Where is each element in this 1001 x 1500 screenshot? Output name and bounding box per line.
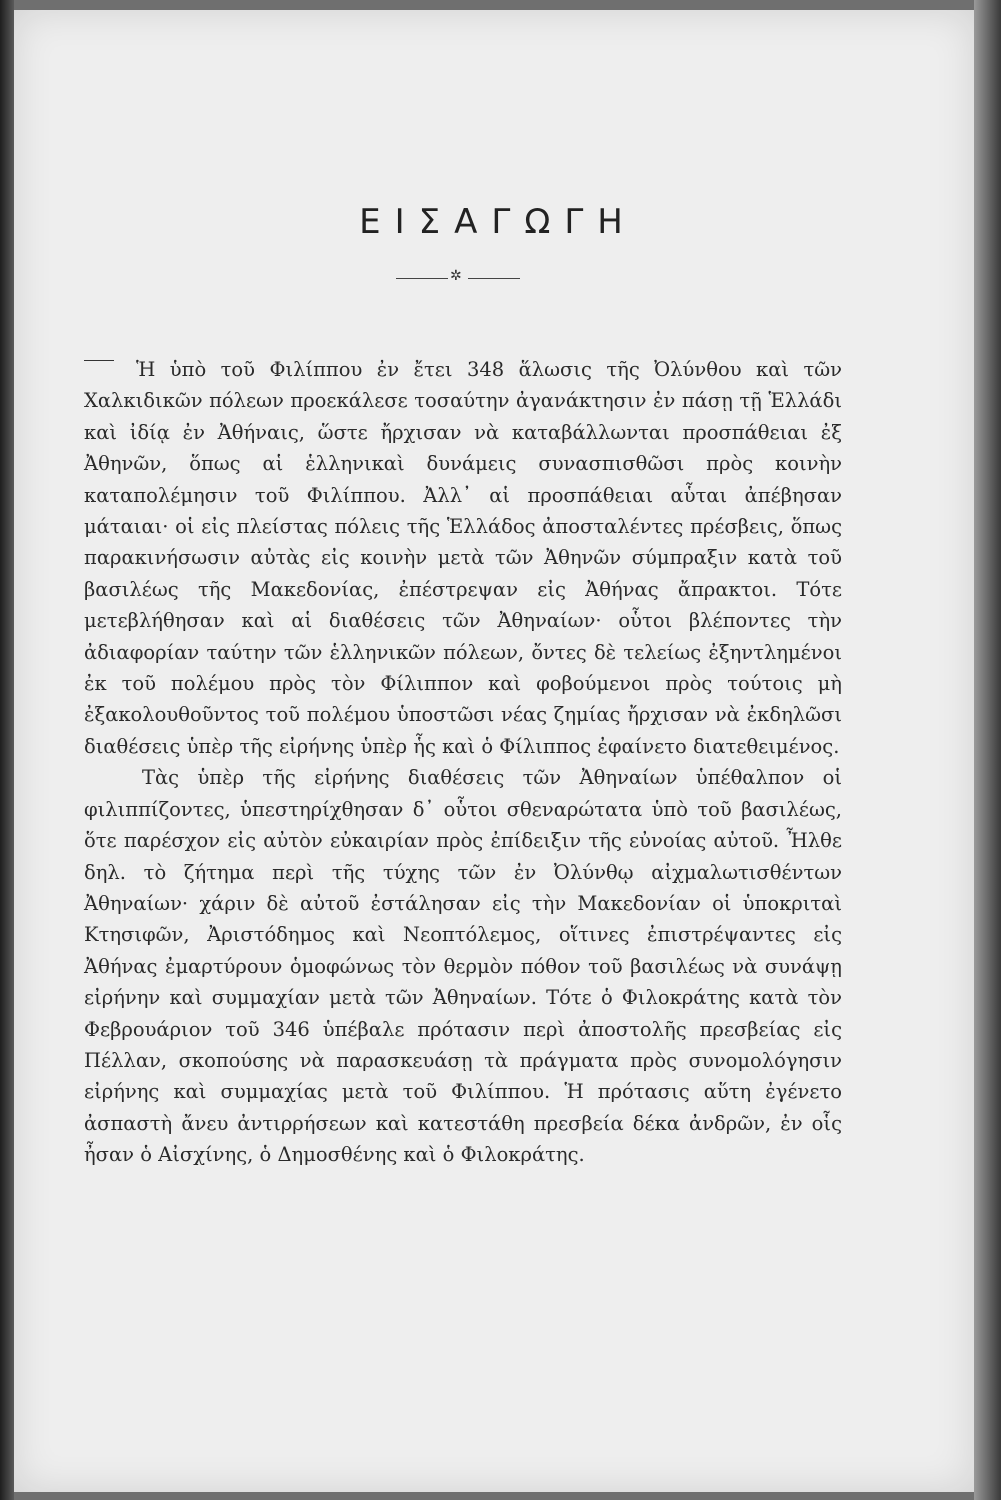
book-spine-shadow bbox=[0, 0, 14, 1500]
page-title: ΕΙΣΑΓΩΓΗ bbox=[359, 202, 637, 242]
paragraph-1-text: Ἡ ὑπὸ τοῦ Φιλίππου ἐν ἔτει 348 ἅλωσις τῆς Ὀλύνθου καὶ τῶν Χαλκιδικῶν πόλεων προεκάλεσε τοσαύτην ἀγανάκτησιν ἐν πάσῃ τῇ Ἑλλάδι καὶ ἰδίᾳ ἐν Ἀθήναις, ὥστε ἤρχισαν νὰ καταβάλλωνται προσπάθειαι ἐξ Ἀθηνῶν, ὅπως αἱ ἑλληνικαὶ δυνάμεις συνασπισθῶσι πρὸς κοινὴν καταπολέμησιν τοῦ Φιλίππου. Ἀλλ᾽ αἱ προσπάθειαι αὗται ἀπέβησαν μάταιαι· οἱ εἰς πλείστας πόλεις τῆς Ἑλλάδος ἀποσταλέντες πρέσβεις, ὅπως παρακινήσωσιν αὐτὰς εἰς κοινὴν μετὰ τῶν Ἀθηνῶν σύμπραξιν κατὰ τοῦ βασιλέως τῆς Μακεδονίας, ἐπέστρεψαν εἰς Ἀθήνας ἄπρακτοι. Τότε μετεβλήθησαν καὶ αἱ διαθέσεις τῶν Ἀθηναίων· οὗτοι βλέποντες τὴν ἀδιαφορίαν ταύτην τῶν ἑλληνικῶν πόλεων, ὄντες δὲ τελείως ἐξηντλημένοι ἐκ τοῦ πολέμου πρὸς τὸν Φίλιππον καὶ φοβούμενοι πρὸς τούτοις μὴ ἐξακολουθοῦντος τοῦ πολέμου ὑποστῶσι νέας ζημίας ἤρχισαν νὰ ἐκδηλῶσι διαθέσεις ὑπὲρ τῆς εἰρήνης ὑπὲρ ἧς καὶ ὁ Φίλιππος ἐφαίνετο διατεθειμένος. bbox=[84, 358, 842, 758]
paragraph-1 bbox=[84, 354, 842, 762]
ornament-rule-left bbox=[396, 278, 448, 279]
page-edge-shadow bbox=[974, 0, 1001, 1500]
body-text bbox=[84, 354, 842, 1171]
ornament-rule-right bbox=[468, 278, 520, 279]
ornament-star-icon: ✲ bbox=[450, 268, 462, 284]
paragraph-mark bbox=[84, 360, 114, 361]
paragraph-2: Τὰς ὑπὲρ τῆς εἰρήνης διαθέσεις τῶν Ἀθηναίων ὑπέθαλπον οἱ φιλιππίζοντες, ὑπεστηρίχθησαν δ᾽ οὗτοι σθεναρώτατα ὑπὸ τοῦ βασιλέως, ὅτε παρέσχον εἰς αὐτὸν εὐκαιρίαν πρὸς ἐπίδειξιν τῆς εὐνοίας αὐτοῦ. Ἦλθε δηλ. τὸ ζήτημα περὶ τῆς τύχης τῶν ἐν Ὀλύνθῳ αἰχμαλωτισθέντων Ἀθηναίων· χάριν δὲ αὐτοῦ ἐστάλησαν εἰς τὴν Μακεδονίαν οἱ ὑποκριταὶ Κτησιφῶν, Ἀριστόδημος καὶ Νεοπτόλεμος, οἵτινες ἐπιστρέψαντες εἰς Ἀθήνας ἐμαρτύρουν ὁμοφώνως τὸν θερμὸν πόθον τοῦ βασιλέως νὰ συνάψῃ εἰρήνην καὶ συμμαχίαν μετὰ τῶν Ἀθηναίων. Τότε ὁ Φιλοκράτης κατὰ τὸν Φεβρουάριον τοῦ 346 ὑπέβαλε πρότασιν περὶ ἀποστολῆς πρεσβείας εἰς Πέλλαν, σκοπούσης νὰ παρασκευάσῃ τὰ πράγματα πρὸς συνομολόγησιν εἰρήνης καὶ συμμαχίας μετὰ τοῦ Φιλίππου. Ἡ πρότασις αὕτη ἐγένετο ἀσπαστὴ ἄνευ ἀντιρρήσεων καὶ κατεστάθη πρεσβεία δέκα ἀνδρῶν, ἐν οἷς ἦσαν ὁ Αἰσχίνης, ὁ Δημοσθένης καὶ ὁ Φιλοκράτης. bbox=[84, 766, 842, 1167]
page bbox=[14, 10, 974, 1492]
title-ornament bbox=[396, 268, 520, 284]
